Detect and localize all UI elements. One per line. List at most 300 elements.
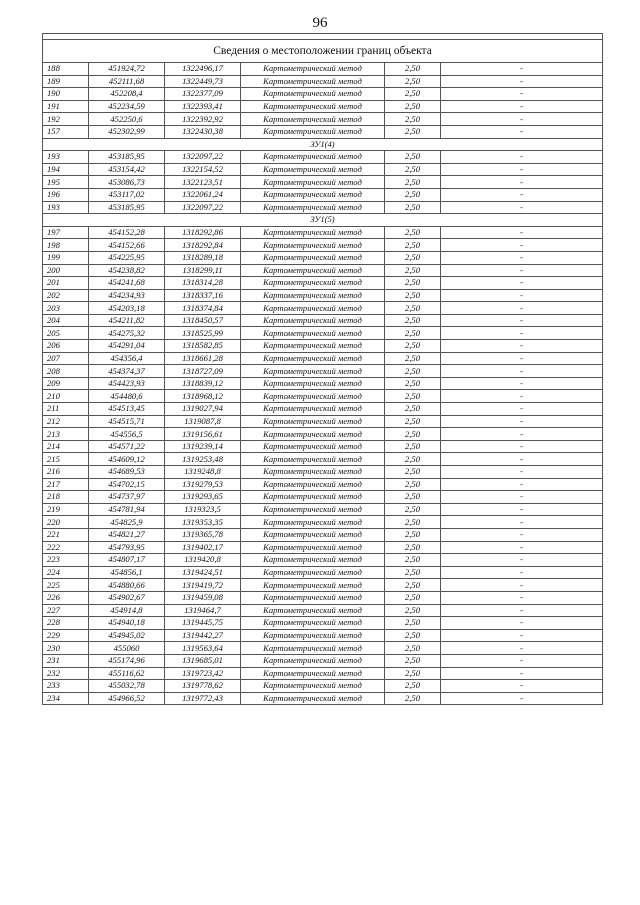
table-row — [43, 176, 603, 189]
table-row — [43, 226, 603, 239]
point-number: 205 — [43, 327, 89, 340]
y-coordinate: 1319027,94 — [165, 403, 241, 416]
y-coordinate: 1319248,8 — [165, 466, 241, 479]
x-coordinate: 454856,1 — [89, 566, 165, 579]
x-coordinate: 454515,71 — [89, 415, 165, 428]
table-row — [43, 654, 603, 667]
point-number: 233 — [43, 680, 89, 693]
method: Картометрический метод — [241, 478, 385, 491]
section-row — [43, 214, 603, 227]
description: - — [441, 491, 603, 504]
method: Картометрический метод — [241, 302, 385, 315]
method: Картометрический метод — [241, 491, 385, 504]
table-row — [43, 251, 603, 264]
table-row — [43, 579, 603, 592]
description: - — [441, 503, 603, 516]
table-row — [43, 478, 603, 491]
accuracy: 2,50 — [385, 654, 441, 667]
y-coordinate: 1319419,72 — [165, 579, 241, 592]
y-coordinate: 1319239,14 — [165, 440, 241, 453]
point-number: 211 — [43, 403, 89, 416]
point-number: 213 — [43, 428, 89, 441]
description: - — [441, 125, 603, 138]
table-row — [43, 327, 603, 340]
method: Картометрический метод — [241, 100, 385, 113]
table-row — [43, 75, 603, 88]
accuracy: 2,50 — [385, 591, 441, 604]
point-number: 203 — [43, 302, 89, 315]
table-row — [43, 503, 603, 516]
y-coordinate: 1319563,64 — [165, 642, 241, 655]
table-row — [43, 617, 603, 630]
accuracy: 2,50 — [385, 566, 441, 579]
point-number: 196 — [43, 188, 89, 201]
description: - — [441, 88, 603, 101]
method: Картометрический метод — [241, 415, 385, 428]
x-coordinate: 454571,22 — [89, 440, 165, 453]
x-coordinate: 454807,17 — [89, 554, 165, 567]
y-coordinate: 1319156,61 — [165, 428, 241, 441]
accuracy: 2,50 — [385, 163, 441, 176]
accuracy: 2,50 — [385, 478, 441, 491]
method: Картометрический метод — [241, 63, 385, 76]
point-number: 223 — [43, 554, 89, 567]
point-number: 230 — [43, 642, 89, 655]
method: Картометрический метод — [241, 239, 385, 252]
table-row — [43, 201, 603, 214]
point-number: 193 — [43, 151, 89, 164]
method: Картометрический метод — [241, 251, 385, 264]
method: Картометрический метод — [241, 440, 385, 453]
description: - — [441, 176, 603, 189]
accuracy: 2,50 — [385, 541, 441, 554]
method: Картометрический метод — [241, 163, 385, 176]
table-title: Сведения о местоположении границ объекта — [43, 40, 603, 63]
table-row — [43, 63, 603, 76]
description: - — [441, 201, 603, 214]
method: Картометрический метод — [241, 377, 385, 390]
method: Картометрический метод — [241, 503, 385, 516]
x-coordinate: 454914,8 — [89, 604, 165, 617]
method: Картометрический метод — [241, 201, 385, 214]
accuracy: 2,50 — [385, 604, 441, 617]
method: Картометрический метод — [241, 352, 385, 365]
point-number: 204 — [43, 314, 89, 327]
description: - — [441, 163, 603, 176]
table-row — [43, 289, 603, 302]
point-number: 215 — [43, 453, 89, 466]
table-row — [43, 403, 603, 416]
table-row — [43, 566, 603, 579]
accuracy: 2,50 — [385, 365, 441, 378]
table-row — [43, 554, 603, 567]
y-coordinate: 1318661,28 — [165, 352, 241, 365]
point-number: 157 — [43, 125, 89, 138]
x-coordinate: 454238,82 — [89, 264, 165, 277]
y-coordinate: 1322123,51 — [165, 176, 241, 189]
y-coordinate: 1319365,78 — [165, 528, 241, 541]
description: - — [441, 75, 603, 88]
x-coordinate: 454291,04 — [89, 340, 165, 353]
table-row — [43, 591, 603, 604]
x-coordinate: 455060 — [89, 642, 165, 655]
table-row — [43, 239, 603, 252]
y-coordinate: 1318289,18 — [165, 251, 241, 264]
description: - — [441, 680, 603, 693]
point-number: 227 — [43, 604, 89, 617]
point-number: 231 — [43, 654, 89, 667]
description: - — [441, 591, 603, 604]
x-coordinate: 454556,5 — [89, 428, 165, 441]
x-coordinate: 454966,52 — [89, 692, 165, 705]
accuracy: 2,50 — [385, 289, 441, 302]
y-coordinate: 1319464,7 — [165, 604, 241, 617]
method: Картометрический метод — [241, 579, 385, 592]
table-row — [43, 428, 603, 441]
y-coordinate: 1318314,28 — [165, 277, 241, 290]
point-number: 190 — [43, 88, 89, 101]
point-number: 199 — [43, 251, 89, 264]
method: Картометрический метод — [241, 566, 385, 579]
method: Картометрический метод — [241, 453, 385, 466]
table-row — [43, 352, 603, 365]
method: Картометрический метод — [241, 667, 385, 680]
table-row — [43, 340, 603, 353]
table-row — [43, 604, 603, 617]
description: - — [441, 264, 603, 277]
point-number: 201 — [43, 277, 89, 290]
description: - — [441, 377, 603, 390]
description: - — [441, 352, 603, 365]
point-number: 193 — [43, 201, 89, 214]
table-row — [43, 125, 603, 138]
table-row — [43, 151, 603, 164]
method: Картометрический метод — [241, 340, 385, 353]
y-coordinate: 1318292,84 — [165, 239, 241, 252]
accuracy: 2,50 — [385, 251, 441, 264]
x-coordinate: 453185,95 — [89, 151, 165, 164]
accuracy: 2,50 — [385, 528, 441, 541]
description: - — [441, 516, 603, 529]
method: Картометрический метод — [241, 289, 385, 302]
y-coordinate: 1322097,22 — [165, 151, 241, 164]
description: - — [441, 692, 603, 705]
accuracy: 2,50 — [385, 125, 441, 138]
y-coordinate: 1318727,09 — [165, 365, 241, 378]
point-number: 195 — [43, 176, 89, 189]
point-number: 225 — [43, 579, 89, 592]
y-coordinate: 1322097,22 — [165, 201, 241, 214]
table-row — [43, 188, 603, 201]
description: - — [441, 415, 603, 428]
accuracy: 2,50 — [385, 100, 441, 113]
description: - — [441, 239, 603, 252]
table-row — [43, 88, 603, 101]
x-coordinate: 454211,82 — [89, 314, 165, 327]
y-coordinate: 1322061,24 — [165, 188, 241, 201]
description: - — [441, 554, 603, 567]
y-coordinate: 1319253,48 — [165, 453, 241, 466]
x-coordinate: 454374,37 — [89, 365, 165, 378]
x-coordinate: 454480,6 — [89, 390, 165, 403]
description: - — [441, 327, 603, 340]
accuracy: 2,50 — [385, 491, 441, 504]
x-coordinate: 453086,73 — [89, 176, 165, 189]
y-coordinate: 1318299,11 — [165, 264, 241, 277]
x-coordinate: 453185,95 — [89, 201, 165, 214]
method: Картометрический метод — [241, 75, 385, 88]
point-number: 208 — [43, 365, 89, 378]
y-coordinate: 1319420,8 — [165, 554, 241, 567]
table-row — [43, 390, 603, 403]
x-coordinate: 454880,66 — [89, 579, 165, 592]
table-row — [43, 692, 603, 705]
accuracy: 2,50 — [385, 692, 441, 705]
x-coordinate: 452302,99 — [89, 125, 165, 138]
point-number: 191 — [43, 100, 89, 113]
accuracy: 2,50 — [385, 579, 441, 592]
x-coordinate: 454225,95 — [89, 251, 165, 264]
table-row — [43, 100, 603, 113]
description: - — [441, 428, 603, 441]
x-coordinate: 454234,93 — [89, 289, 165, 302]
description: - — [441, 566, 603, 579]
point-number: 224 — [43, 566, 89, 579]
method: Картометрический метод — [241, 403, 385, 416]
point-number: 229 — [43, 629, 89, 642]
table-row — [43, 528, 603, 541]
x-coordinate: 454203,18 — [89, 302, 165, 315]
point-number: 194 — [43, 163, 89, 176]
table-row — [43, 415, 603, 428]
x-coordinate: 454737,97 — [89, 491, 165, 504]
table-row — [43, 491, 603, 504]
table-row — [43, 642, 603, 655]
x-coordinate: 454241,68 — [89, 277, 165, 290]
accuracy: 2,50 — [385, 327, 441, 340]
method: Картометрический метод — [241, 604, 385, 617]
point-number: 234 — [43, 692, 89, 705]
x-coordinate: 452234,59 — [89, 100, 165, 113]
method: Картометрический метод — [241, 541, 385, 554]
table-row — [43, 440, 603, 453]
accuracy: 2,50 — [385, 390, 441, 403]
description: - — [441, 466, 603, 479]
method: Картометрический метод — [241, 151, 385, 164]
description: - — [441, 63, 603, 76]
method: Картометрический метод — [241, 176, 385, 189]
point-number: 192 — [43, 113, 89, 126]
description: - — [441, 528, 603, 541]
point-number: 216 — [43, 466, 89, 479]
accuracy: 2,50 — [385, 239, 441, 252]
table-title-row — [43, 40, 603, 63]
method: Картометрический метод — [241, 516, 385, 529]
table-row — [43, 466, 603, 479]
x-coordinate: 453117,02 — [89, 188, 165, 201]
y-coordinate: 1319685,01 — [165, 654, 241, 667]
description: - — [441, 478, 603, 491]
table-row — [43, 453, 603, 466]
table-row — [43, 680, 603, 693]
point-number: 219 — [43, 503, 89, 516]
description: - — [441, 617, 603, 630]
x-coordinate: 454793,95 — [89, 541, 165, 554]
x-coordinate: 454825,9 — [89, 516, 165, 529]
method: Картометрический метод — [241, 365, 385, 378]
y-coordinate: 1319459,08 — [165, 591, 241, 604]
accuracy: 2,50 — [385, 503, 441, 516]
table-row — [43, 314, 603, 327]
accuracy: 2,50 — [385, 277, 441, 290]
y-coordinate: 1318292,86 — [165, 226, 241, 239]
accuracy: 2,50 — [385, 63, 441, 76]
y-coordinate: 1322392,92 — [165, 113, 241, 126]
table-row — [43, 541, 603, 554]
y-coordinate: 1319353,35 — [165, 516, 241, 529]
accuracy: 2,50 — [385, 617, 441, 630]
x-coordinate: 452250,6 — [89, 113, 165, 126]
table-row — [43, 277, 603, 290]
point-number: 207 — [43, 352, 89, 365]
method: Картометрический метод — [241, 680, 385, 693]
point-number: 217 — [43, 478, 89, 491]
table-row — [43, 629, 603, 642]
y-coordinate: 1322449,73 — [165, 75, 241, 88]
accuracy: 2,50 — [385, 314, 441, 327]
accuracy: 2,50 — [385, 440, 441, 453]
accuracy: 2,50 — [385, 466, 441, 479]
y-coordinate: 1322377,09 — [165, 88, 241, 101]
description: - — [441, 277, 603, 290]
accuracy: 2,50 — [385, 113, 441, 126]
method: Картометрический метод — [241, 629, 385, 642]
y-coordinate: 1318582,85 — [165, 340, 241, 353]
description: - — [441, 642, 603, 655]
table-row — [43, 365, 603, 378]
y-coordinate: 1322496,17 — [165, 63, 241, 76]
accuracy: 2,50 — [385, 302, 441, 315]
description: - — [441, 151, 603, 164]
accuracy: 2,50 — [385, 201, 441, 214]
x-coordinate: 454513,45 — [89, 403, 165, 416]
x-coordinate: 454275,32 — [89, 327, 165, 340]
y-coordinate: 1319279,53 — [165, 478, 241, 491]
point-number: 198 — [43, 239, 89, 252]
y-coordinate: 1319402,17 — [165, 541, 241, 554]
x-coordinate: 454945,02 — [89, 629, 165, 642]
accuracy: 2,50 — [385, 88, 441, 101]
y-coordinate: 1318525,99 — [165, 327, 241, 340]
point-number: 226 — [43, 591, 89, 604]
method: Картометрический метод — [241, 188, 385, 201]
accuracy: 2,50 — [385, 667, 441, 680]
method: Картометрический метод — [241, 466, 385, 479]
method: Картометрический метод — [241, 428, 385, 441]
y-coordinate: 1319087,8 — [165, 415, 241, 428]
x-coordinate: 454781,94 — [89, 503, 165, 516]
description: - — [441, 453, 603, 466]
x-coordinate: 454702,15 — [89, 478, 165, 491]
description: - — [441, 541, 603, 554]
point-number: 220 — [43, 516, 89, 529]
description: - — [441, 403, 603, 416]
section-label: ЗУ1(4) — [43, 138, 603, 151]
method: Картометрический метод — [241, 277, 385, 290]
description: - — [441, 579, 603, 592]
y-coordinate: 1322393,41 — [165, 100, 241, 113]
y-coordinate: 1319772,43 — [165, 692, 241, 705]
method: Картометрический метод — [241, 591, 385, 604]
x-coordinate: 454902,67 — [89, 591, 165, 604]
point-number: 189 — [43, 75, 89, 88]
description: - — [441, 314, 603, 327]
method: Картометрический метод — [241, 390, 385, 403]
point-number: 210 — [43, 390, 89, 403]
point-number: 197 — [43, 226, 89, 239]
point-number: 212 — [43, 415, 89, 428]
point-number: 228 — [43, 617, 89, 630]
method: Картометрический метод — [241, 264, 385, 277]
accuracy: 2,50 — [385, 75, 441, 88]
accuracy: 2,50 — [385, 377, 441, 390]
description: - — [441, 604, 603, 617]
point-number: 202 — [43, 289, 89, 302]
section-row — [43, 138, 603, 151]
description: - — [441, 226, 603, 239]
y-coordinate: 1319723,42 — [165, 667, 241, 680]
method: Картометрический метод — [241, 692, 385, 705]
table-row — [43, 516, 603, 529]
description: - — [441, 654, 603, 667]
method: Картометрический метод — [241, 617, 385, 630]
point-number: 200 — [43, 264, 89, 277]
x-coordinate: 454940,18 — [89, 617, 165, 630]
x-coordinate: 455032,78 — [89, 680, 165, 693]
description: - — [441, 440, 603, 453]
method: Картометрический метод — [241, 226, 385, 239]
method: Картометрический метод — [241, 314, 385, 327]
x-coordinate: 454423,93 — [89, 377, 165, 390]
x-coordinate: 452208,4 — [89, 88, 165, 101]
x-coordinate: 454152,66 — [89, 239, 165, 252]
x-coordinate: 453154,42 — [89, 163, 165, 176]
point-number: 222 — [43, 541, 89, 554]
y-coordinate: 1318374,84 — [165, 302, 241, 315]
method: Картометрический метод — [241, 654, 385, 667]
table-row — [43, 377, 603, 390]
table-row — [43, 264, 603, 277]
description: - — [441, 390, 603, 403]
accuracy: 2,50 — [385, 340, 441, 353]
table-row — [43, 163, 603, 176]
accuracy: 2,50 — [385, 428, 441, 441]
accuracy: 2,50 — [385, 415, 441, 428]
accuracy: 2,50 — [385, 453, 441, 466]
method: Картометрический метод — [241, 113, 385, 126]
boundary-table — [42, 33, 603, 705]
description: - — [441, 302, 603, 315]
accuracy: 2,50 — [385, 403, 441, 416]
description: - — [441, 340, 603, 353]
y-coordinate: 1322154,52 — [165, 163, 241, 176]
x-coordinate: 454152,28 — [89, 226, 165, 239]
y-coordinate: 1322430,38 — [165, 125, 241, 138]
accuracy: 2,50 — [385, 680, 441, 693]
y-coordinate: 1319445,75 — [165, 617, 241, 630]
x-coordinate: 454609,12 — [89, 453, 165, 466]
accuracy: 2,50 — [385, 554, 441, 567]
